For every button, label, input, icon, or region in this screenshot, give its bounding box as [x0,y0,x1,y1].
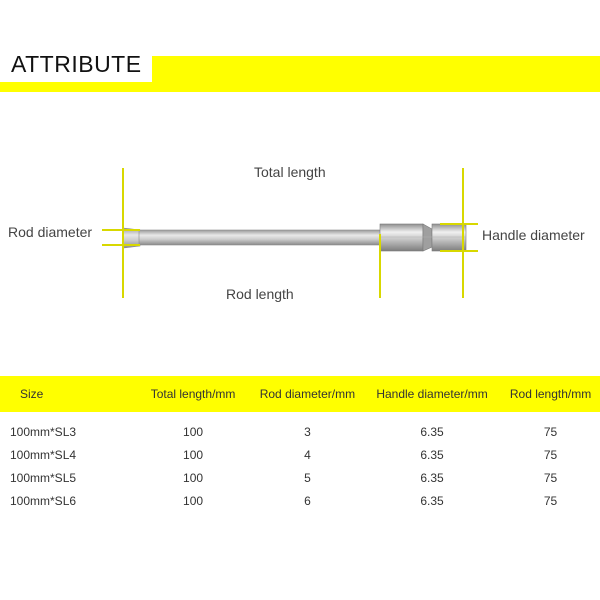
cell-rod-diameter: 5 [304,470,311,485]
table-header-row [0,376,600,412]
hex-end [432,224,466,251]
total-length-left-guide [122,168,124,298]
cell-total-length: 100 [183,424,204,439]
cell-handle-diameter: 6.35 [420,470,444,485]
rod-diameter-top-guide [102,229,140,231]
cell-rod-diameter: 6 [304,493,311,508]
spec-table [0,376,600,512]
cell-rod-length: 75 [543,470,558,485]
cell-size: 100mm*SL5 [10,470,77,485]
cell-rod-length: 75 [543,493,558,508]
section-title: ATTRIBUTE [11,51,142,77]
table-row [0,443,600,466]
column-header-rod-length: Rod length/mm [509,387,592,401]
total-length-label: Total length [254,164,326,180]
cell-rod-diameter: 4 [304,447,311,462]
rod-diameter-bottom-guide [102,244,140,246]
column-header-rod-diameter: Rod diameter/mm [259,387,356,401]
rod-length-right-guide [379,234,381,298]
cell-size: 100mm*SL3 [10,424,77,439]
column-header-total-length: Total length/mm [150,387,236,401]
cell-handle-diameter: 6.35 [420,447,444,462]
handle-diameter-label: Handle diameter [482,227,585,243]
cell-total-length: 100 [183,447,204,462]
cell-rod-diameter: 3 [304,424,311,439]
table-row [0,466,600,489]
cell-rod-length: 75 [543,447,558,462]
cell-size: 100mm*SL6 [10,493,77,508]
cell-handle-diameter: 6.35 [420,424,444,439]
handle-diameter-bottom-guide [440,250,478,252]
handle-diameter-top-guide [440,223,478,225]
column-header-size: Size [20,387,44,401]
table-row [0,420,600,443]
cell-total-length: 100 [183,493,204,508]
table-row [0,489,600,512]
cell-size: 100mm*SL4 [10,447,77,462]
total-length-right-guide [462,168,464,298]
cell-total-length: 100 [183,470,204,485]
cell-handle-diameter: 6.35 [420,493,444,508]
rod-shaft [139,230,382,245]
hex-shank [380,224,423,251]
rod-length-label: Rod length [226,286,294,302]
cell-rod-length: 75 [543,424,558,439]
column-header-handle-diameter: Handle diameter/mm [376,387,488,401]
rod-diameter-label: Rod diameter [8,224,93,240]
hex-groove [423,224,432,251]
